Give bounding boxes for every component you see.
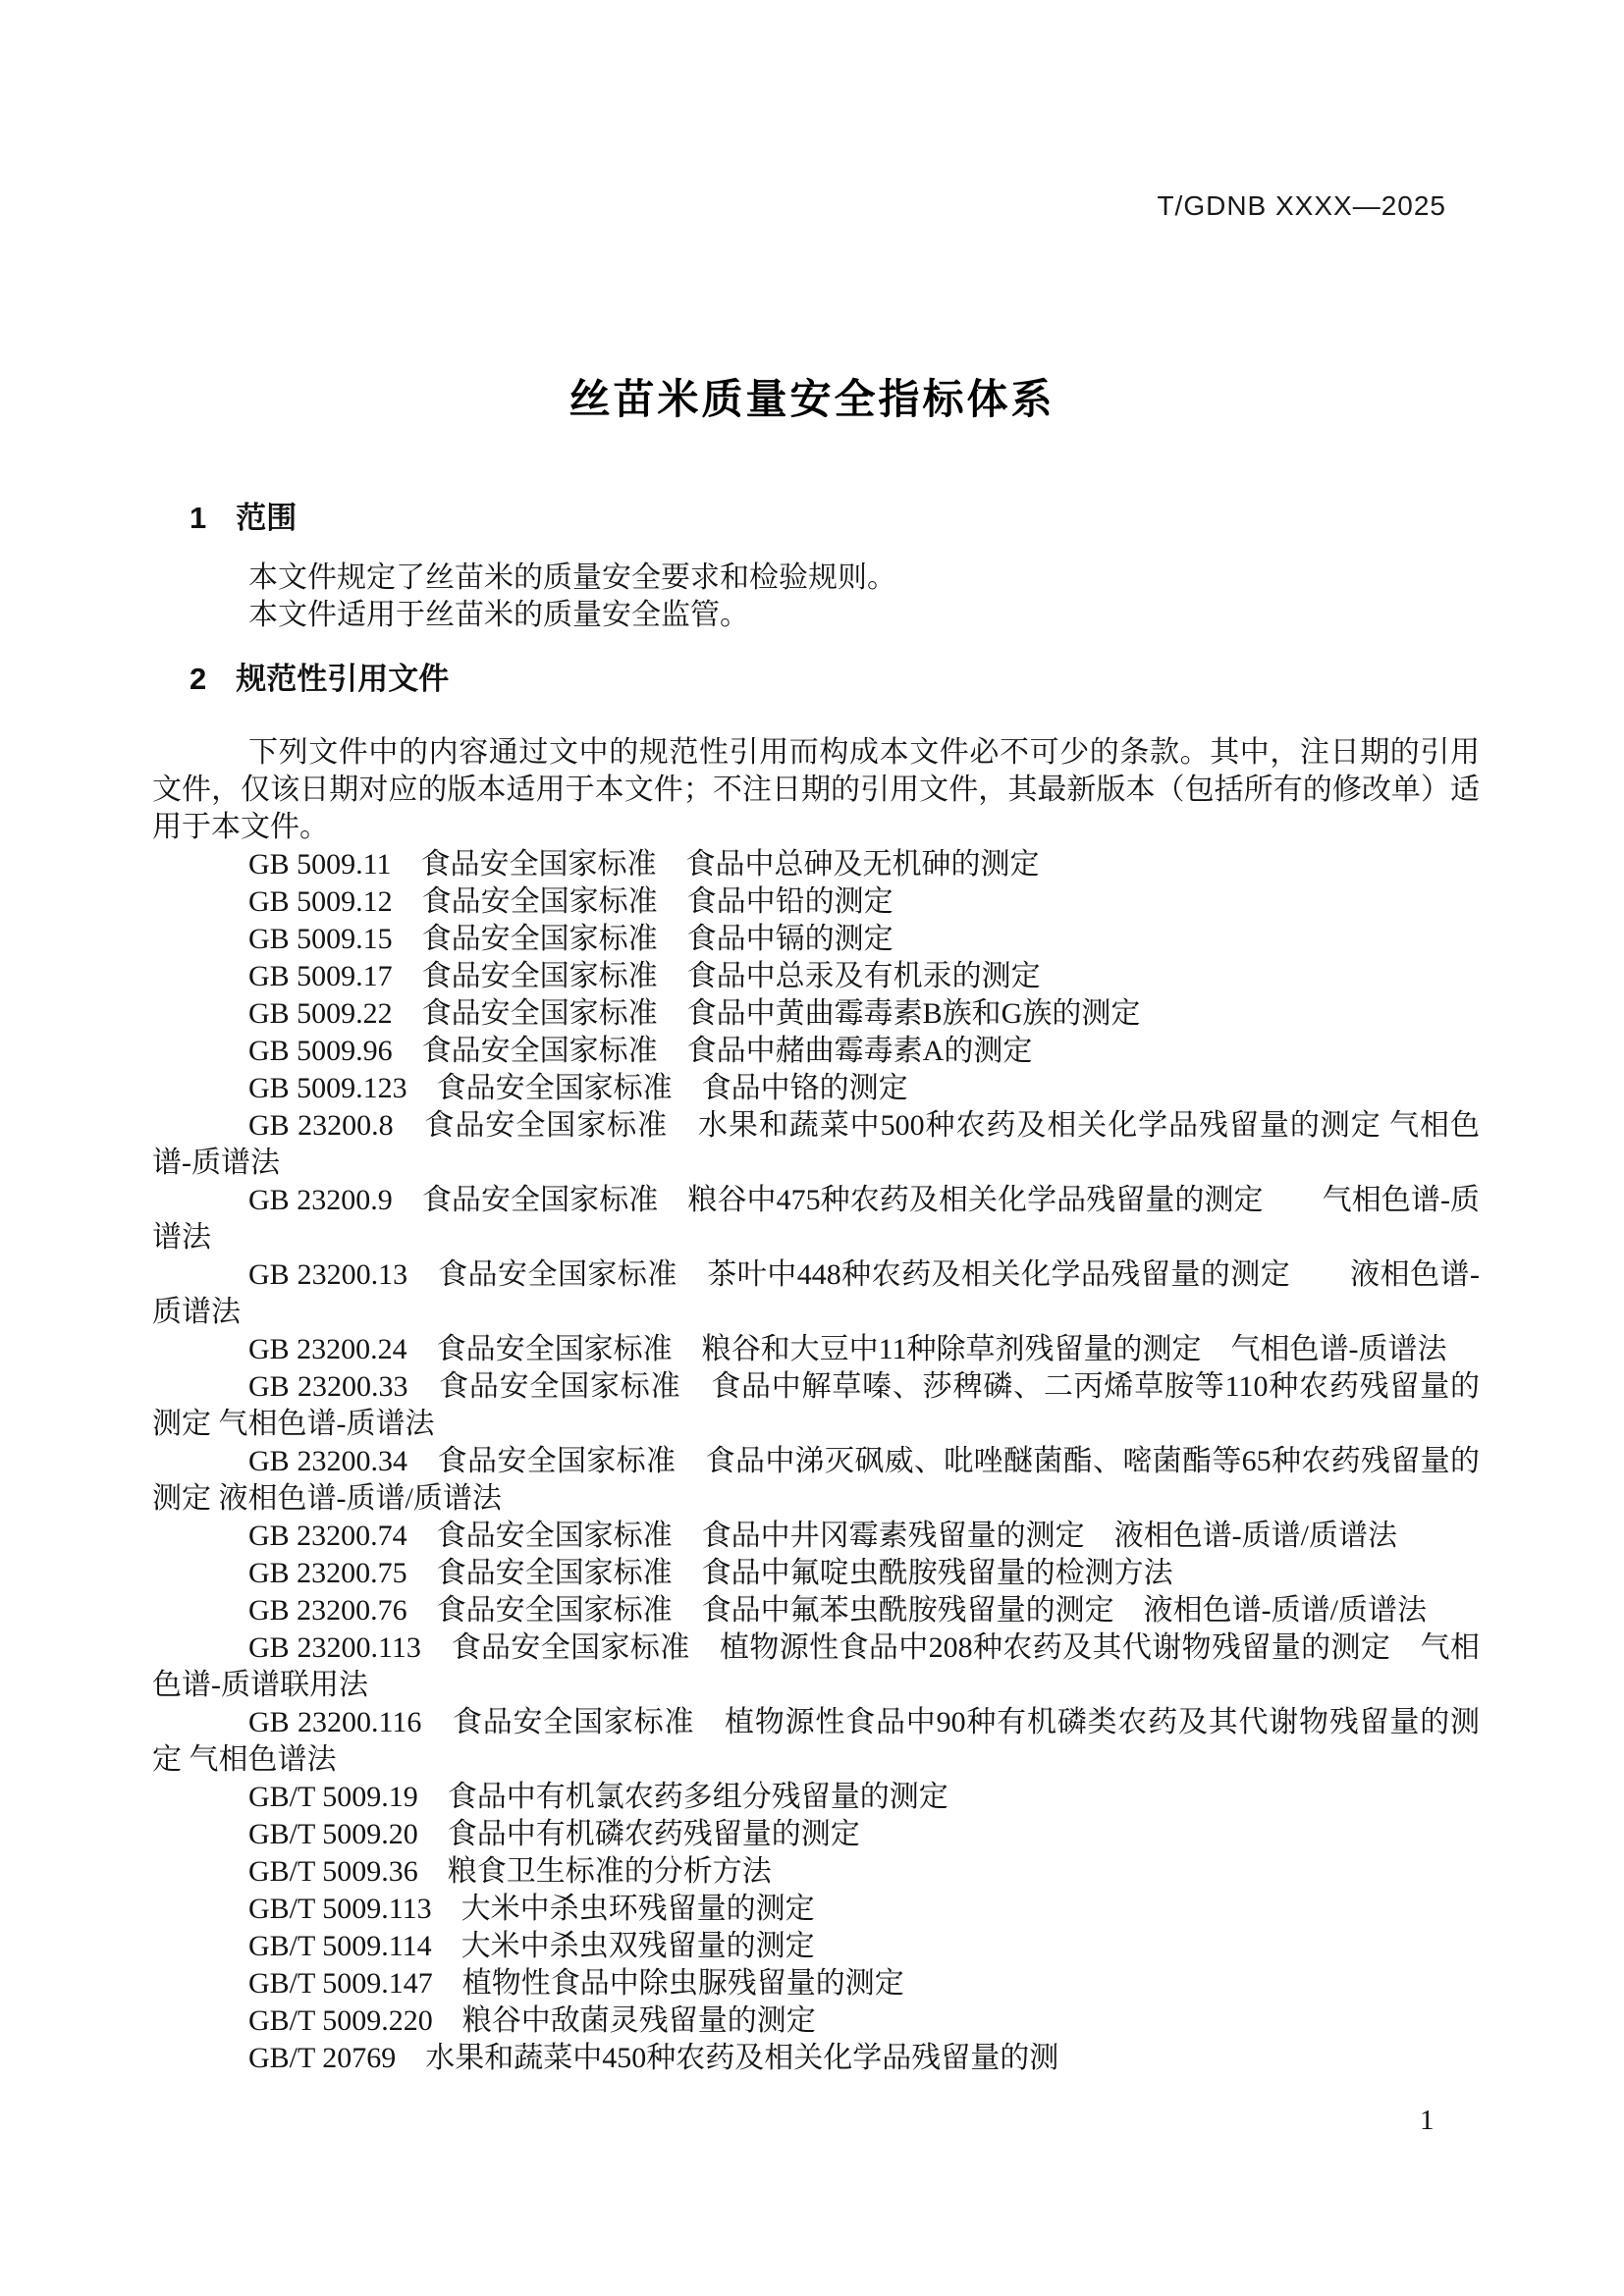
- reference-item: GB 23200.75 食品安全国家标准 食品中氟啶虫酰胺残留量的检测方法: [248, 1557, 1173, 1589]
- section-2-number: 2: [189, 662, 207, 696]
- reference-item: GB 23200.113 食品安全国家标准 植物源性食品中208种农药及其代谢物残留量的测定 气相色谱-质谱联用法: [152, 1631, 1480, 1701]
- reference-item: GB 23200.33 食品安全国家标准 食品中解草嗪、莎稗磷、二丙烯草胺等110种农药残留量的测定 气相色谱-质谱法: [152, 1370, 1480, 1440]
- reference-item: GB/T 5009.113 大米中杀虫环残留量的测定: [248, 1893, 815, 1925]
- section-2-body: [152, 734, 1480, 2077]
- section-1-heading: [189, 493, 297, 537]
- reference-item: GB/T 5009.114 大米中杀虫双残留量的测定: [248, 1930, 815, 1962]
- reference-item: GB 5009.22 食品安全国家标准 食品中黄曲霉毒素B族和G族的测定: [248, 997, 1141, 1030]
- reference-item: GB 5009.123 食品安全国家标准 食品中铬的测定: [248, 1072, 908, 1104]
- reference-item: GB 23200.13 食品安全国家标准 茶叶中448种农药及相关化学品残留量的测定 液相色谱-质谱法: [152, 1258, 1480, 1328]
- reference-item: GB 23200.76 食品安全国家标准 食品中氟苯虫酰胺残留量的测定 液相色谱-质谱/质谱法: [248, 1594, 1427, 1627]
- reference-item: GB/T 5009.147 植物性食品中除虫脲残留量的测定: [248, 1967, 904, 2000]
- reference-item: GB/T 5009.19 食品中有机氯农药多组分残留量的测定: [248, 1781, 948, 1813]
- document-title: 丝苗米质量安全指标体系: [568, 376, 1056, 422]
- reference-item: GB 23200.9 食品安全国家标准 粮谷中475种农药及相关化学品残留量的测定 气相色谱-质谱法: [152, 1184, 1480, 1254]
- reference-item: GB 5009.15 食品安全国家标准 食品中镉的测定: [248, 923, 893, 955]
- section-2-heading: [189, 654, 449, 698]
- scope-paragraph-2: 本文件适用于丝苗米的质量安全监管。: [248, 599, 749, 631]
- reference-item: GB 23200.116 食品安全国家标准 植物源性食品中90种有机磷类农药及其代谢物残留量的测定 气相色谱法: [152, 1706, 1480, 1776]
- normative-references-list: [152, 846, 1480, 2077]
- reference-item: GB/T 5009.36 粮食卫生标准的分析方法: [248, 1855, 772, 1888]
- reference-item: GB 23200.34 食品安全国家标准 食品中涕灭砜威、吡唑醚菌酯、嘧菌酯等65种农药残留量的测定 液相色谱-质谱/质谱法: [152, 1445, 1480, 1515]
- section-2-label: 规范性引用文件: [236, 662, 450, 696]
- reference-item: GB 23200.24 食品安全国家标准 粮谷和大豆中11种除草剂残留量的测定 气相色谱-质谱法: [248, 1333, 1447, 1365]
- reference-item: GB/T 20769 水果和蔬菜中450种农药及相关化学品残留量的测: [248, 2042, 1059, 2074]
- document-code-header: T/GDNB XXXX—2025: [1157, 190, 1446, 221]
- reference-item: GB 5009.12 食品安全国家标准 食品中铅的测定: [248, 885, 893, 918]
- scope-paragraph-1: 本文件规定了丝苗米的质量安全要求和检验规则。: [248, 561, 896, 594]
- normative-references-intro: 下列文件中的内容通过文中的规范性引用而构成本文件必不可少的条款。其中，注日期的引用文件，仅该日期对应的版本适用于本文件；不注日期的引用文件，其最新版本（包括所有的修改单）适用于本文件。: [152, 736, 1480, 843]
- reference-item: GB/T 5009.220 粮谷中敌菌灵残留量的测定: [248, 2004, 816, 2037]
- section-1-number: 1: [189, 501, 207, 535]
- reference-item: GB 5009.11 食品安全国家标准 食品中总砷及无机砷的测定: [248, 848, 1040, 881]
- reference-item: GB 5009.17 食品安全国家标准 食品中总汞及有机汞的测定: [248, 960, 1041, 992]
- reference-item: GB 23200.74 食品安全国家标准 食品中井冈霉素残留量的测定 液相色谱-质谱/质谱法: [248, 1520, 1397, 1552]
- reference-item: GB/T 5009.20 食品中有机磷农药残留量的测定: [248, 1818, 860, 1850]
- section-1-label: 范围: [236, 501, 298, 535]
- reference-item: GB 5009.96 食品安全国家标准 食品中赭曲霉毒素A的测定: [248, 1035, 1033, 1067]
- reference-item: GB 23200.8 食品安全国家标准 水果和蔬菜中500种农药及相关化学品残留量的测定 气相色谱-质谱法: [152, 1109, 1480, 1179]
- page-number: 1: [1420, 2105, 1435, 2136]
- section-1-body: [152, 560, 1480, 634]
